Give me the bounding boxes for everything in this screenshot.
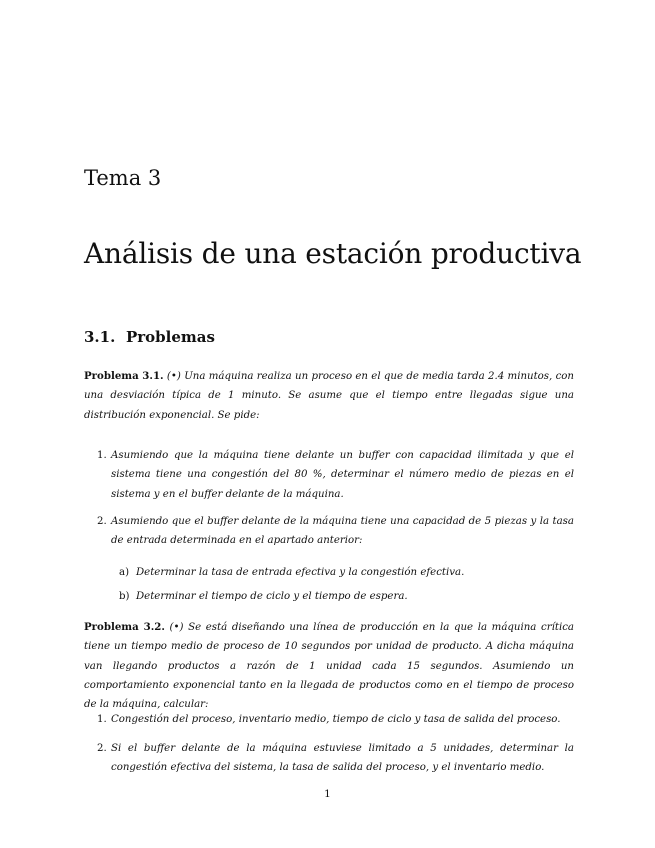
- chapter-title: Análisis de una estación productiva: [84, 237, 582, 270]
- section-heading: [84, 328, 215, 346]
- problem-3-1-item-1: [84, 446, 574, 504]
- subitem-text: Determinar la tasa de entrada efectiva y la congestión efectiva.: [136, 567, 465, 578]
- section-number: 3.1.: [84, 328, 116, 346]
- problem-label: Problema 3.1.: [84, 370, 164, 382]
- problem-3-2: [84, 618, 574, 714]
- problem-3-2-item-1: [84, 710, 574, 729]
- problem-3-1-subitem-b: [84, 587, 574, 606]
- problem-3-1-item-2: [84, 512, 574, 551]
- item-number: 1.: [97, 450, 107, 461]
- item-text: Asumiendo que el buffer delante de la máquina tiene una capacidad de 5 piezas y la tasa de entrada determinada en el apartado anterior:: [111, 516, 574, 547]
- list-item: [84, 739, 574, 778]
- problem-3-2-item-2: [84, 739, 574, 778]
- subitem-text: Determinar el tiempo de ciclo y el tiempo de espera.: [136, 591, 408, 602]
- problem-3-1-subitem-a: [84, 563, 574, 582]
- problem-statement: [84, 367, 574, 425]
- list-item: [84, 710, 574, 729]
- chapter-label: Tema 3: [84, 166, 162, 190]
- problem-3-1: [84, 367, 574, 425]
- item-text: Congestión del proceso, inventario medio, tiempo de ciclo y tasa de salida del proceso.: [111, 714, 561, 725]
- item-text: Asumiendo que la máquina tiene delante un buffer con capacidad ilimitada y que el sistema tiene una congestión del 80 %, determinar el número medio de piezas en el sistema y en el buffer delante de la máquina.: [111, 450, 574, 500]
- problem-text: Una máquina realiza un proceso en el que de media tarda 2.4 minutos, con una desviación típica de 1 minuto. Se asume que el tiempo entre llegadas sigue una distribución exponencial. Se pide:: [84, 371, 574, 421]
- page-number: 1: [324, 788, 331, 800]
- list-item: [84, 512, 574, 551]
- subitem-label: b): [119, 591, 130, 602]
- item-number: 1.: [97, 714, 107, 725]
- problem-text: Se está diseñando una línea de producción en la que la máquina crítica tiene un tiempo medio de proceso de 10 segundos por unidad de producto. A dicha máquina van llegando productos a razón de 1 unidad cada 15 segundos. Asumiendo un comportamiento exponencial tanto en la llegada de productos como en el tiempo de proceso de la máquina, calcular:: [84, 622, 574, 711]
- problem-marker: (•): [169, 622, 184, 633]
- item-number: 2.: [97, 516, 107, 527]
- item-number: 2.: [97, 743, 107, 754]
- list-item: [84, 446, 574, 504]
- sub-list-item: [84, 587, 574, 606]
- problem-statement: [84, 618, 574, 714]
- problem-marker: (•): [166, 371, 181, 382]
- section-title: Problemas: [126, 328, 215, 346]
- item-text: Si el buffer delante de la máquina estuviese limitado a 5 unidades, determinar la congestión efectiva del sistema, la tasa de salida del proceso, y el inventario medio.: [111, 743, 574, 774]
- subitem-label: a): [119, 567, 130, 578]
- sub-list-item: [84, 563, 574, 582]
- problem-label: Problema 3.2.: [84, 621, 165, 633]
